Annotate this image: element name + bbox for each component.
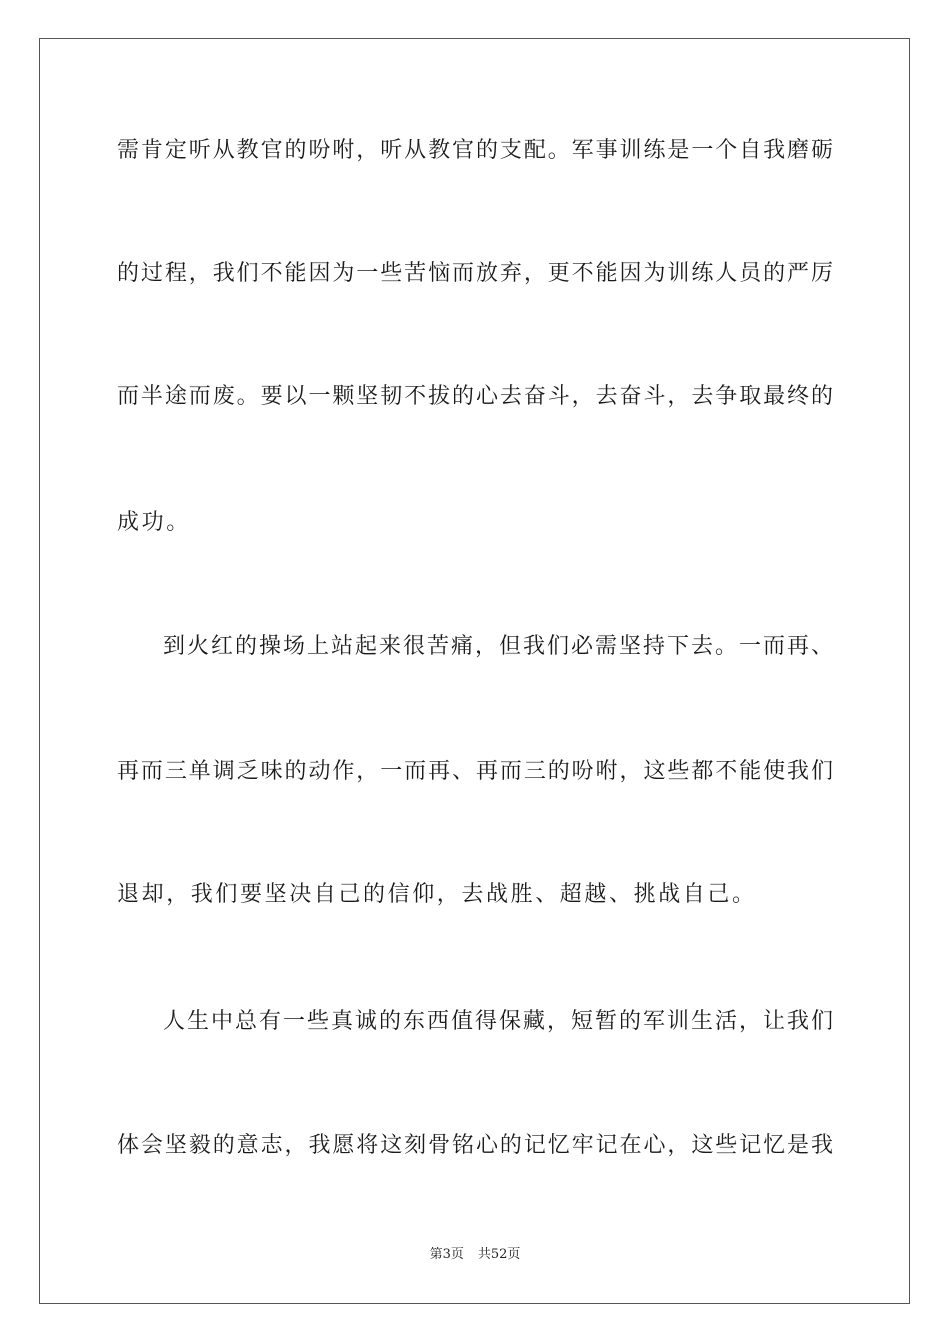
text-line: 成功。: [117, 510, 191, 535]
text-line: 需肯定听从教官的吩咐，听从教官的支配。军事训练是一个自我磨砺: [117, 138, 833, 163]
text-line: 再而三单调乏味的动作，一而再、再而三的吩咐，这些都不能使我们: [117, 759, 833, 784]
page-number: 第3页: [429, 1247, 464, 1262]
text-line: 体会坚毅的意志，我愿将这刻骨铭心的记忆牢记在心，这些记忆是我: [117, 1133, 833, 1158]
text-line: 而半途而废。要以一颗坚韧不拔的心去奋斗，去奋斗，去争取最终的: [117, 384, 833, 409]
text-line: 的过程，我们不能因为一些苦恼而放弃，更不能因为训练人员的严厉: [117, 261, 833, 286]
page-border: [39, 38, 910, 1304]
paragraph-first-line: 到火红的操场上站起来很苦痛，但我们必需坚持下去。一而再、: [163, 634, 833, 659]
text-line: 退却，我们要坚决自己的信仰，去战胜、超越、挑战自己。: [117, 882, 757, 907]
page-total: 共52页: [477, 1247, 521, 1262]
paragraph-first-line: 人生中总有一些真诚的东西值得保藏，短暂的军训生活，让我们: [163, 1009, 833, 1034]
page-footer: [0, 1246, 950, 1264]
